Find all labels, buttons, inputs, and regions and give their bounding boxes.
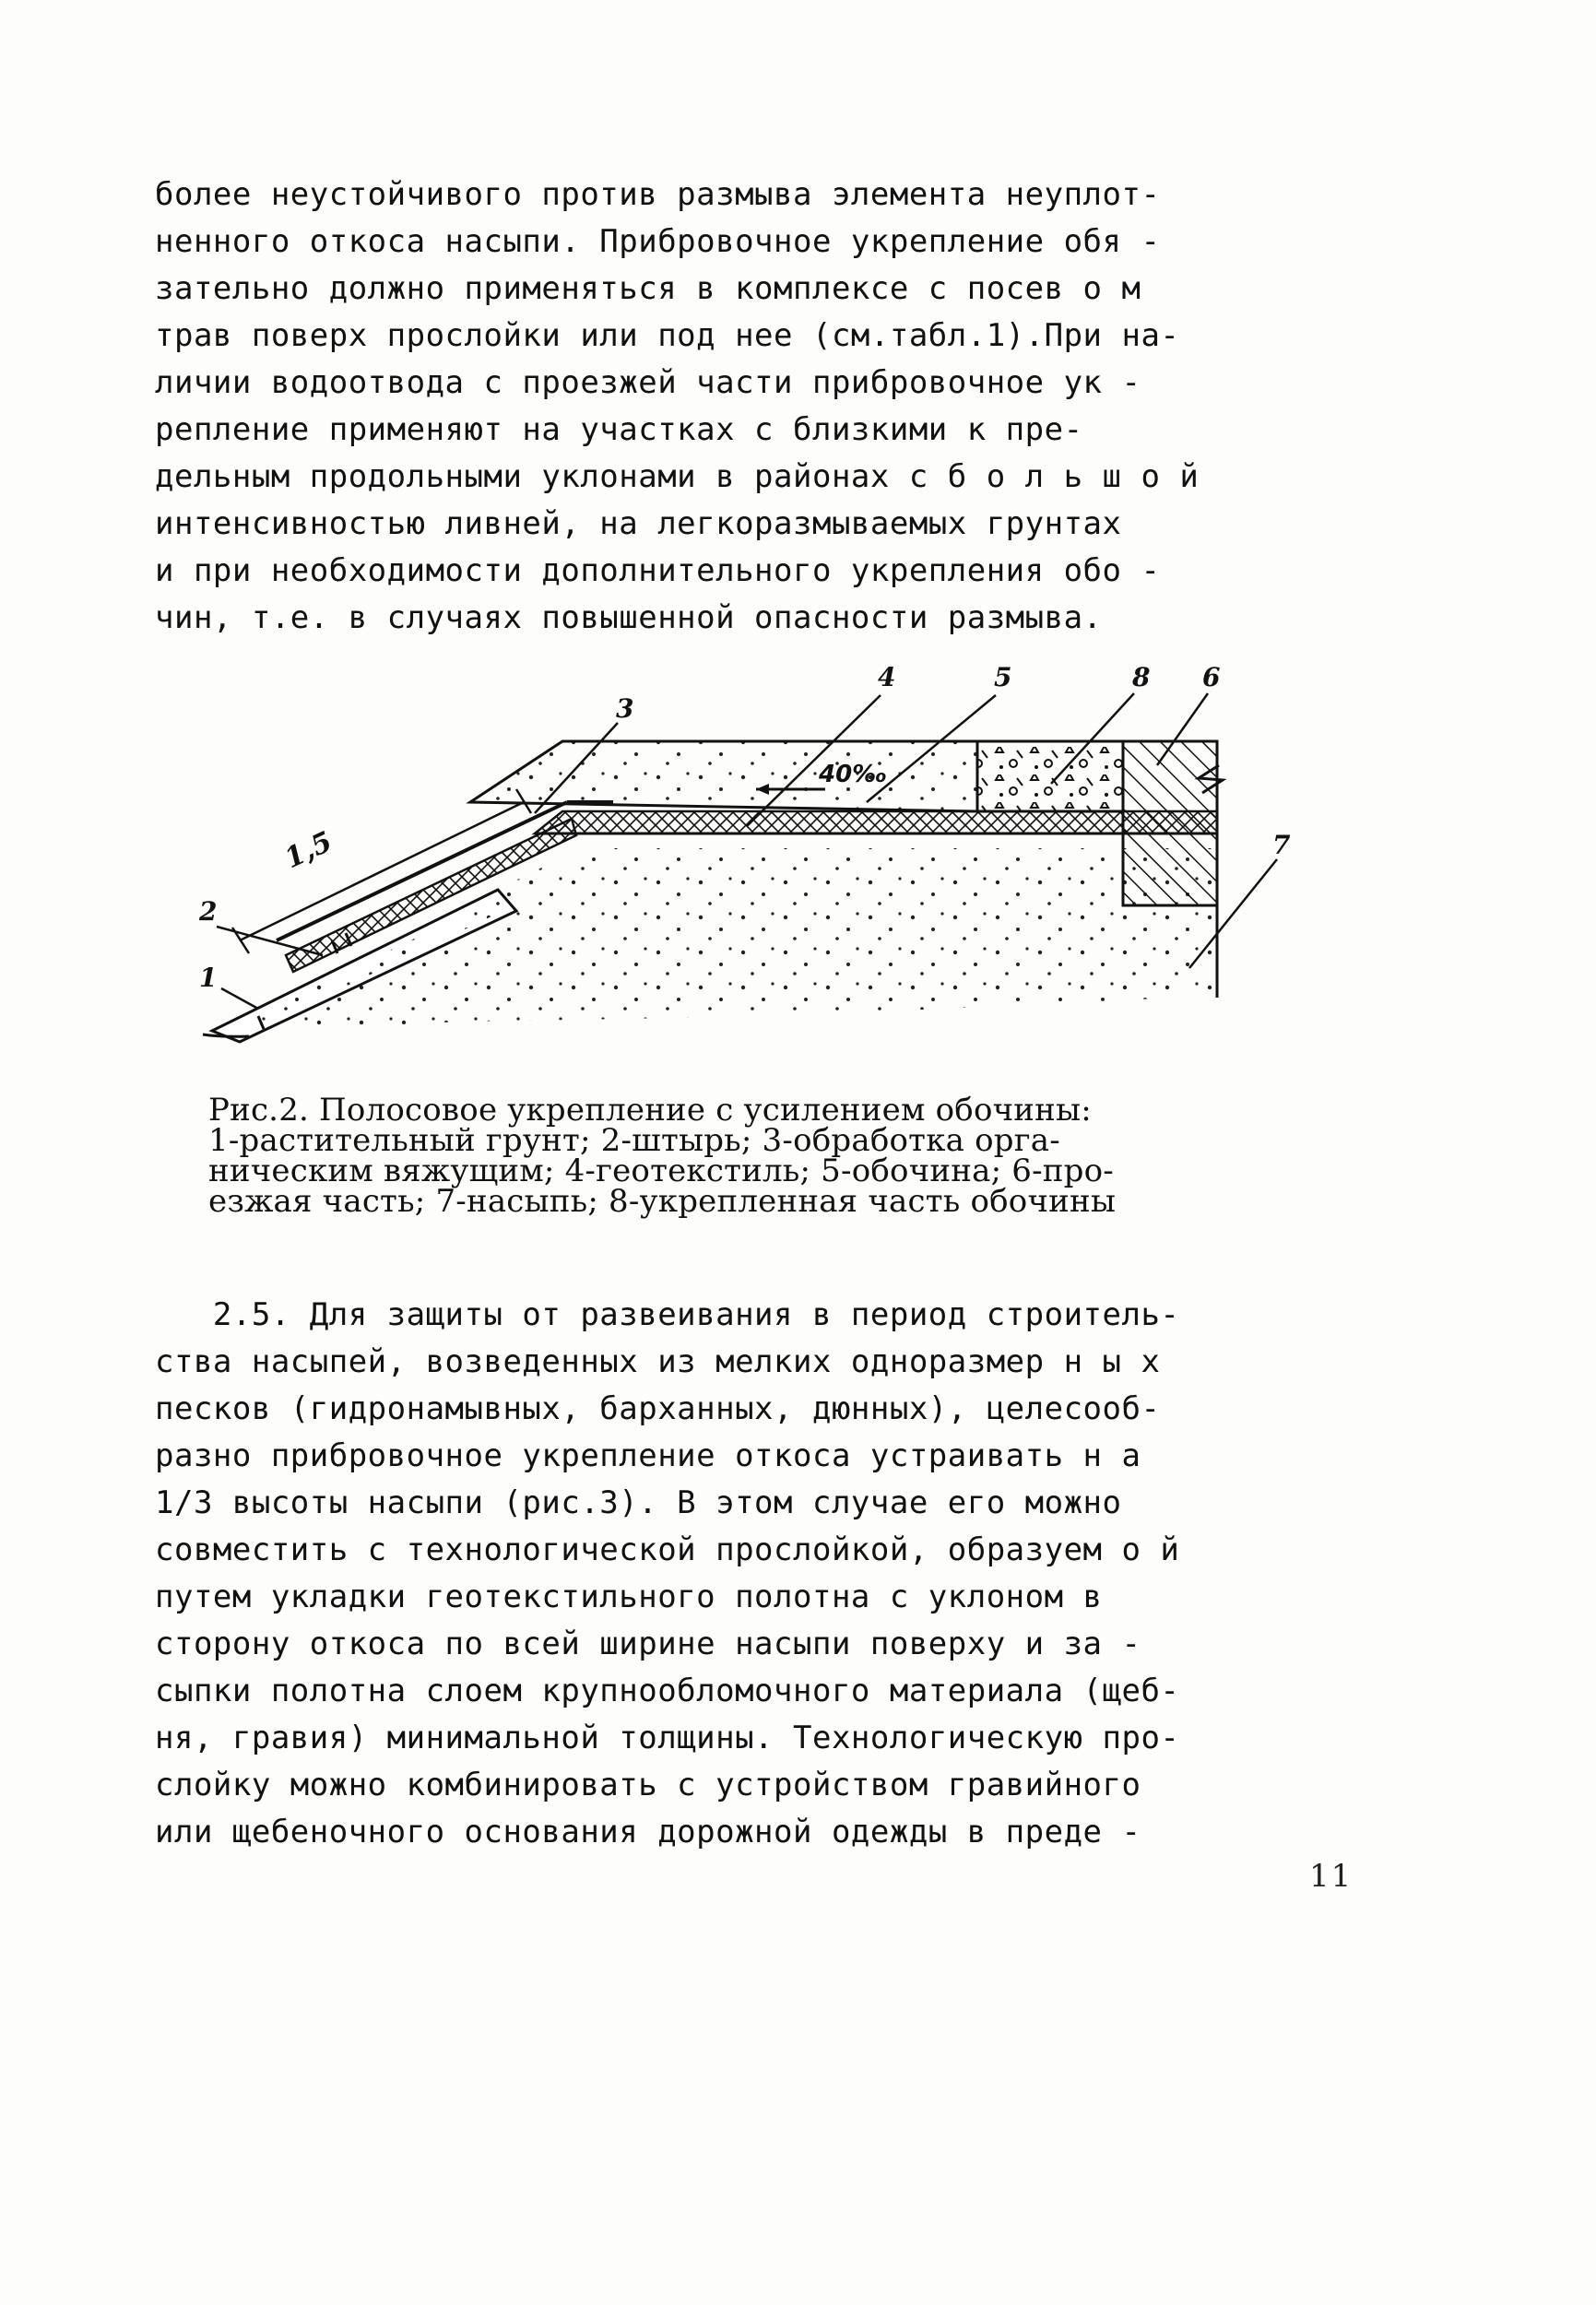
callout-5: 5 bbox=[994, 664, 1012, 692]
text-line: 2.5. Для защиты от развеивания в период строитель- bbox=[155, 1296, 1180, 1333]
slope-label: 40‰ bbox=[819, 761, 887, 788]
text-line: и при необходимости дополнительного укрепления обо - bbox=[155, 552, 1161, 589]
callout-1: 1 bbox=[199, 963, 218, 993]
text-line: слойку можно комбинировать с устройством гравийного bbox=[155, 1767, 1141, 1803]
figure-embankment-cross-section bbox=[184, 664, 1328, 1060]
text-line: совместить с технологической прослойкой, образуем о й bbox=[155, 1531, 1180, 1568]
caption-line: езжая часть; 7-насыпь; 8-укрепленная часть обочины bbox=[208, 1183, 1117, 1220]
text-line: путем укладки геотекстильного полотна с уклоном в bbox=[155, 1578, 1103, 1615]
text-line: ненного откоса насыпи. Прибровочное укрепление обя - bbox=[155, 223, 1161, 260]
callout-6: 6 bbox=[1202, 664, 1221, 692]
figure-caption bbox=[208, 1092, 1315, 1220]
text-line: личии водоотвода с проезжей части прибровочное ук - bbox=[155, 364, 1141, 401]
leader-2 bbox=[217, 927, 323, 955]
leader-1 bbox=[221, 988, 258, 1009]
caption-line: ническим вяжущим; 4-геотекстиль; 5-обочина; 6-про- bbox=[208, 1152, 1114, 1189]
text-line: ня, гравия) минимальной толщины. Технологическую про- bbox=[155, 1720, 1180, 1756]
text-line: чин, т.е. в случаях повышенной опасности размыва. bbox=[155, 599, 1103, 636]
text-line: трав поверх прослойки или под нее (см.табл.1).При на- bbox=[155, 317, 1180, 354]
text-line: разно прибровочное укрепление откоса устраивать н а bbox=[155, 1437, 1141, 1474]
text-line: или щебеночного основания дорожной одежды в преде - bbox=[155, 1814, 1141, 1850]
caption-line: 1-растительный грунт; 2-штырь; 3-обработка орга- bbox=[208, 1122, 1060, 1159]
callout-4: 4 bbox=[878, 664, 896, 692]
reinforced-shoulder bbox=[977, 741, 1123, 811]
text-line: песков (гидронамывных, барханных, дюнных), целесооб- bbox=[155, 1390, 1161, 1427]
geotextile-layer bbox=[535, 811, 1217, 833]
caption-line: Рис.2. Полосовое укрепление с усилением обочины: bbox=[208, 1092, 1092, 1129]
text-line: сыпки полотна слоем крупнообломочного материала (щеб- bbox=[155, 1673, 1180, 1709]
page-number: 11 bbox=[1309, 1858, 1354, 1895]
embankment-body bbox=[212, 848, 1217, 1031]
callout-8: 8 bbox=[1132, 664, 1151, 692]
text-line: ства насыпей, возведенных из мелких одноразмер н ы х bbox=[155, 1343, 1161, 1380]
text-line: сторону откоса по всей ширине насыпи поверху и за - bbox=[155, 1625, 1141, 1662]
paragraph-1 bbox=[155, 171, 1363, 642]
text-line: 1/3 высоты насыпи (рис.3). В этом случае его можно bbox=[155, 1484, 1122, 1521]
paragraph-2 bbox=[155, 1292, 1363, 1856]
text-line: интенсивностью ливней, на легкоразмываемых грунтах bbox=[155, 505, 1122, 542]
text-line: зательно должно применяться в комплексе с посев о м bbox=[155, 270, 1141, 307]
dimension-label: 1,5 bbox=[279, 825, 337, 876]
callout-3: 3 bbox=[616, 693, 634, 724]
text-line: дельным продольными уклонами в районах с б о л ь ш о й bbox=[155, 458, 1200, 495]
figure-drawing bbox=[184, 664, 1328, 1060]
callout-7: 7 bbox=[1272, 830, 1291, 860]
text-line: репление применяют на участках с близкими к пре- bbox=[155, 411, 1083, 448]
carriageway bbox=[1123, 741, 1217, 905]
text-line: более неустойчивого против размыва элемента неуплот- bbox=[155, 176, 1161, 213]
callout-2: 2 bbox=[199, 896, 218, 927]
